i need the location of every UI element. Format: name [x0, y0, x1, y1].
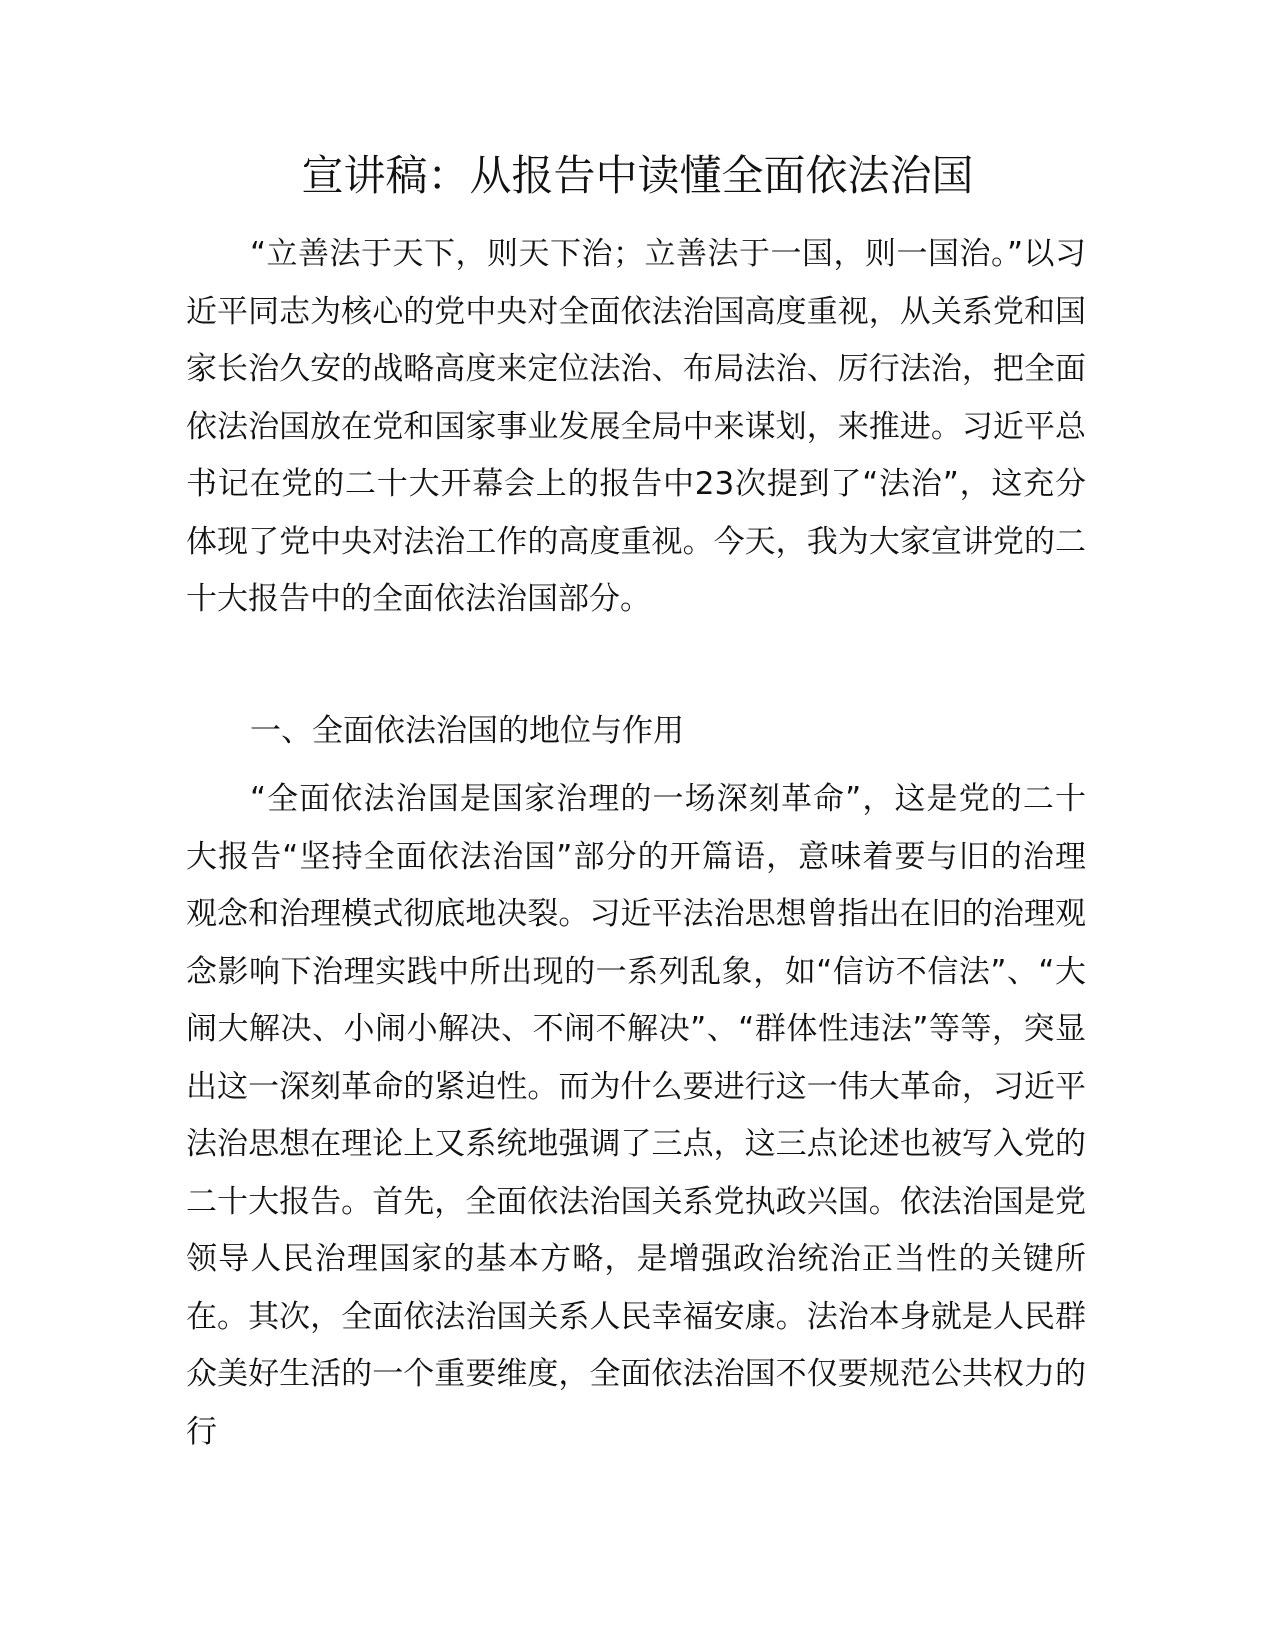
- section-heading-block: [186, 703, 1086, 761]
- paragraph-intro: [186, 226, 1086, 629]
- section-heading: 一、全面依法治国的地位与作用: [250, 713, 684, 749]
- paragraph-text: “全面依法治国是国家治理的一场深刻革命”，这是党的二十大报告“坚持全面依法治国”部分的开篇语，意味着要与旧的治理观念和治理模式彻底地决裂。习近平法治思想曾指出在旧的治理观念影响下治理实践中所出现的一系列乱象，如“信访不信法”、“大闹大解决、小闹小解决、不闹不解决”、“群体性违法”等等，突显出这一深刻革命的紧迫性。而为什么要进行这一伟大革命，习近平法治思想在理论上又系统地强调了三点，这三点论述也被写入党的二十大报告。首先，全面依法治国关系党执政兴国。依法治国是党领导人民治理国家的基本方略，是增强政治统治正当性的关键所在。其次，全面依法治国关系人民幸福安康。法治本身就是人民群众美好生活的一个重要维度，全面依法治国不仅要规范公共权力的行: [186, 781, 1086, 1450]
- paragraph-section-one: [186, 771, 1086, 1461]
- document-title: 宣讲稿：从报告中读懂全面依法治国: [301, 151, 974, 200]
- paragraph-text: “立善法于天下，则天下治；立善法于一国，则一国治。”以习近平同志为核心的党中央对全面依法治国高度重视，从关系党和国家长治久安的战略高度来定位法治、布局法治、厉行法治，把全面依法治国放在党和国家事业发展全局中来谋划，来推进。习近平总书记在党的二十大开幕会上的报告中23次提到了“法治”，这充分体现了党中央对法治工作的高度重视。今天，我为大家宣讲党的二十大报告中的全面依法治国部分。: [186, 236, 1086, 617]
